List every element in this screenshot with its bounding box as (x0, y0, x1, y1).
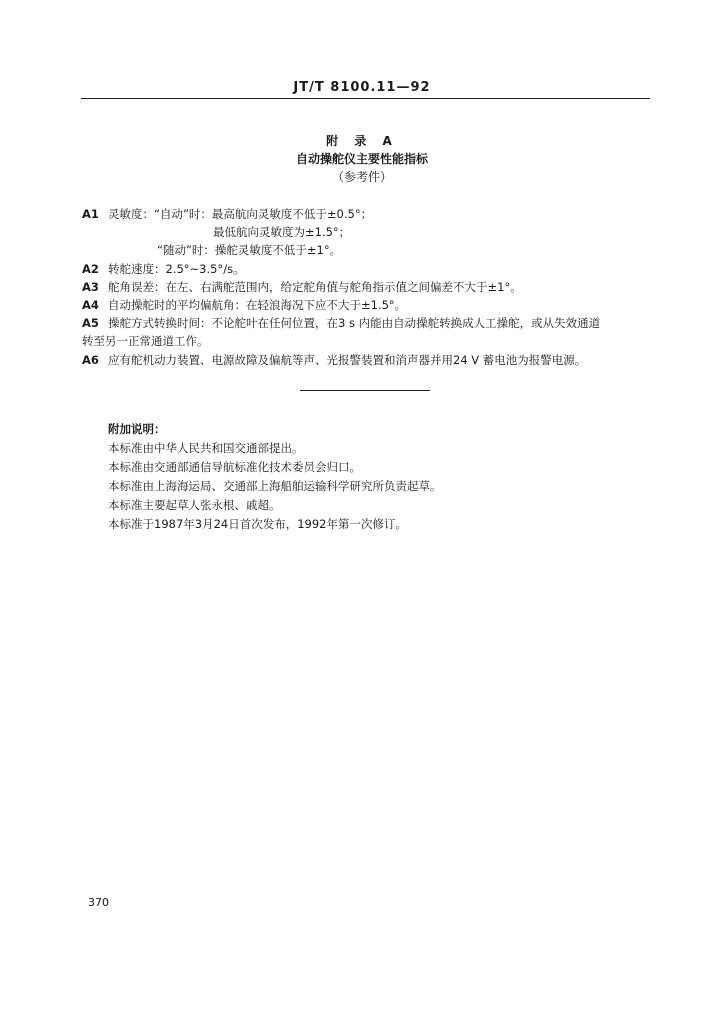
item-a1-continuation-2: “随动”时：操舵灵敏度不低于±1°。 (157, 243, 342, 257)
notes-title: 附加说明： (108, 422, 166, 436)
item-a5-continuation: 转至另一正常通道工作。 (82, 334, 209, 348)
notes-line: 本标准于1987年3月24日首次发布，1992年第一次修订。 (108, 517, 407, 531)
appendix-note: （参考件） (331, 170, 392, 184)
appendix-label: 附 录 A (326, 134, 398, 148)
section-divider (300, 390, 430, 391)
item-a1-continuation-1: 最低航向灵敏度为±1.5°； (213, 225, 351, 239)
item-a2 (82, 261, 245, 277)
item-a6 (82, 352, 586, 368)
item-a3 (82, 279, 522, 295)
item-text: 自动操舵时的平均偏航角：在轻浪海况下应不大于±1.5°。 (108, 298, 407, 312)
notes-line: 本标准由中华人民共和国交通部提出。 (108, 441, 304, 455)
header-rule (81, 98, 650, 99)
page-number: 370 (88, 896, 109, 909)
item-text: 操舵方式转换时间：不论舵叶在任何位置，在3 s 内能由自动操舵转换成人工操舵，或从失效通道 (108, 316, 601, 330)
item-text: 灵敏度：“自动”时：最高航向灵敏度不低于±0.5°； (108, 207, 373, 221)
notes-line: 本标准由上海海运局、交通部上海船舶运输科学研究所负责起草。 (108, 479, 442, 493)
notes-line: 本标准主要起草人张永根、戚超。 (108, 498, 281, 512)
item-a1 (82, 206, 372, 222)
item-a4 (82, 297, 406, 313)
item-text: 应有舵机动力装置、电源故障及偏航等声、光报警装置和消声器并用24 V 蓄电池为报警电源。 (108, 353, 587, 367)
item-number: A5 (82, 316, 99, 330)
item-number: A1 (82, 207, 99, 221)
item-text: 转舵速度：2.5°~3.5°/s。 (108, 262, 245, 276)
additional-notes (108, 420, 442, 534)
item-number: A6 (82, 353, 99, 367)
item-a5 (82, 315, 600, 331)
item-number: A2 (82, 262, 99, 276)
notes-line: 本标准由交通部通信导航标准化技术委员会归口。 (108, 460, 361, 474)
item-number: A3 (82, 280, 99, 294)
item-number: A4 (82, 298, 99, 312)
appendix-title: 自动操舵仪主要性能指标 (295, 152, 428, 166)
item-text: 舵角误差：在左、右满舵范围内，给定舵角值与舵角指示值之间偏差不大于±1°。 (108, 280, 522, 294)
standard-code-header: JT/T 8100.11—92 (293, 80, 431, 95)
